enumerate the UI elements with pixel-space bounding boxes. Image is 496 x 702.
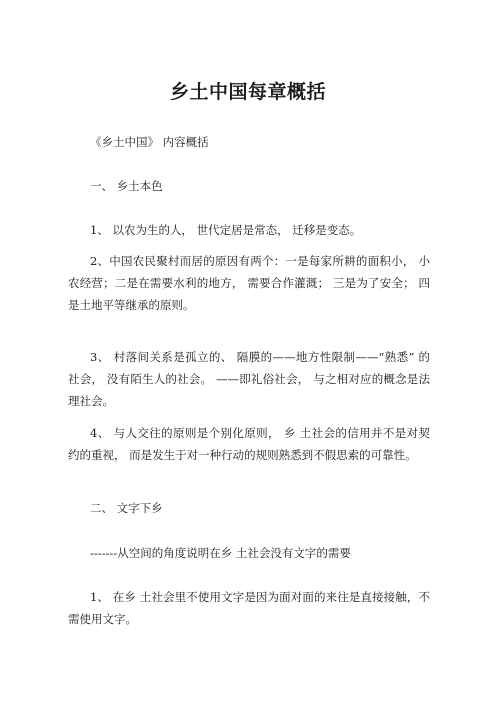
section-heading-2: 二、 文字下乡 [90,501,163,515]
document-subtitle: 《乡土中国》 内容概括 [90,135,209,149]
section2-list-item-1: 1、 在乡 土社会里不使用文字是因为面对面的来往是直接接触，不需使用文字。 [68,590,430,626]
document-title: 乡土中国每章概括 [169,81,326,103]
list-item-1: 1、 以农为生的人， 世代定居是常态， 迁移是变态。 [90,223,362,237]
list-item-4: 4、 与人交往的原则是个别化原则， 乡 土社会的信用并不是对契约的重视， 而是发生于对一种行动的规则熟悉到不假思索的可靠性。 [68,426,430,462]
list-item-3: 3、 村落间关系是孤立的、 隔膜的——地方性限制——“熟悉” 的社会， 没有陌生人的社会。 ——即礼俗社会， 与之相对应的概念是法理社会。 [68,350,430,408]
section-intro: -------从空间的角度说明在乡 土社会没有文字的需要 [90,546,351,560]
section-heading-1: 一、 乡土本色 [90,179,163,193]
list-item-2: 2、中国农民聚村而居的原因有两个：一是每家所耕的面积小， 小农经营；二是在需要水利的地方， 需要合作灌溉； 三是为了安全； 四是土地平等继承的原则。 [68,254,430,312]
